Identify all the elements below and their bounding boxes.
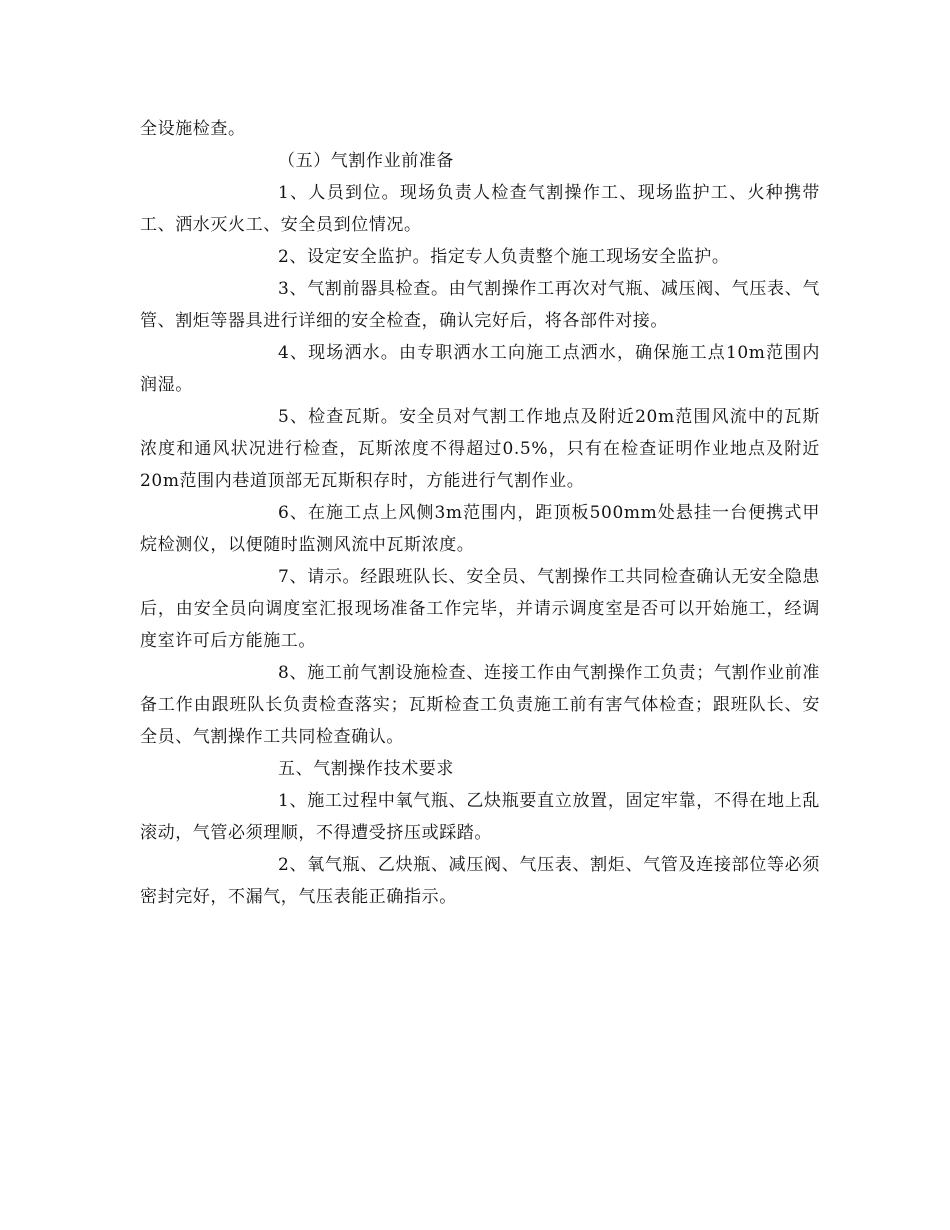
paragraph-continuation: 全设施检查。 <box>140 119 246 139</box>
paragraph-requirement-2: 2、氧气瓶、乙炔瓶、减压阀、气压表、割炬、气管及连接部位等必须密封完好，不漏气，气压表能正确指示。 <box>140 855 820 907</box>
document-body <box>140 113 820 913</box>
paragraph-item-6: 6、在施工点上风侧3m范围内，距顶板500mm处悬挂一台便携式甲烷检测仪，以便随时监测风流中瓦斯浓度。 <box>140 503 820 555</box>
paragraph-item-7: 7、请示。经跟班队长、安全员、气割操作工共同检查确认无安全隐患后，由安全员向调度室汇报现场准备工作完毕，并请示调度室是否可以开始施工，经调度室许可后方能施工。 <box>140 567 820 651</box>
paragraph-item-5: 5、检查瓦斯。安全员对气割工作地点及附近20m范围风流中的瓦斯浓度和通风状况进行检查，瓦斯浓度不得超过0.5%，只有在检查证明作业地点及附近20m范围内巷道顶部无瓦斯积存时，方能进行气割作业。 <box>140 407 820 491</box>
paragraph-requirement-1: 1、施工过程中氧气瓶、乙炔瓶要直立放置，固定牢靠，不得在地上乱滚动，气管必须理顺，不得遭受挤压或踩踏。 <box>140 791 820 843</box>
section-heading-technical-requirements: 五、气割操作技术要求 <box>278 759 454 779</box>
section-heading-preparation: （五）气割作业前准备 <box>278 151 454 171</box>
paragraph-item-4: 4、现场洒水。由专职洒水工向施工点洒水，确保施工点10m范围内润湿。 <box>140 343 820 395</box>
paragraph-item-3: 3、气割前器具检查。由气割操作工再次对气瓶、减压阀、气压表、气管、割炬等器具进行详细的安全检查，确认完好后，将各部件对接。 <box>140 279 820 331</box>
paragraph-item-8: 8、施工前气割设施检查、连接工作由气割操作工负责；气割作业前准备工作由跟班队长负责检查落实；瓦斯检查工负责施工前有害气体检查；跟班队长、安全员、气割操作工共同检查确认。 <box>140 663 820 747</box>
paragraph-item-2: 2、设定安全监护。指定专人负责整个施工现场安全监护。 <box>278 247 730 267</box>
paragraph-item-1: 1、人员到位。现场负责人检查气割操作工、现场监护工、火种携带工、洒水灭火工、安全员到位情况。 <box>140 183 820 235</box>
